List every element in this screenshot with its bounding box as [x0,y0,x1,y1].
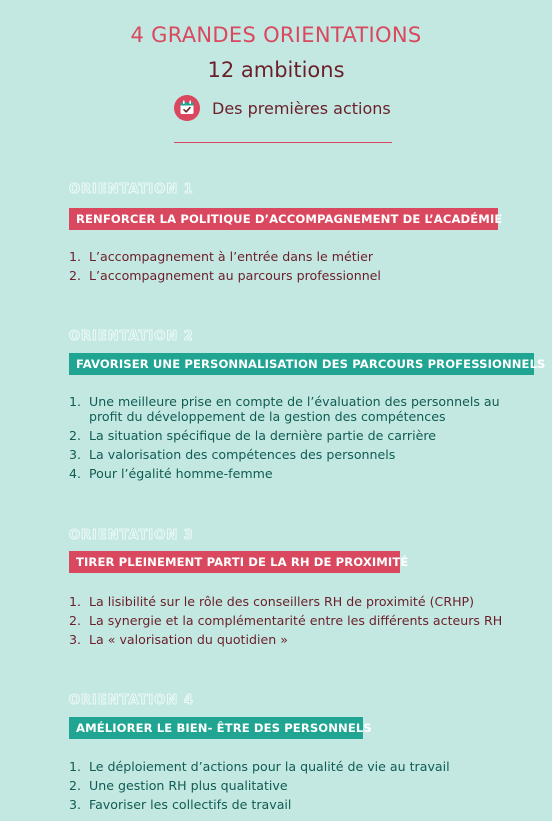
orientation-items [69,392,529,483]
main-title: 4 GRANDES ORIENTATIONS [130,23,422,47]
subtitle: 12 ambitions [207,58,345,82]
orientation-label: ORIENTATION 2 [69,329,194,344]
calendar-check-icon [174,95,200,121]
divider [174,142,392,143]
orientation-label: ORIENTATION 4 [69,693,194,708]
actions-label: Des premières actions [212,98,391,118]
orientation-banner: AMÉLIORER LE BIEN- ÊTRE DES PERSONNELS [69,717,363,739]
orientation-items [69,592,529,649]
orientation-items [69,247,529,285]
list-item: 2. Une gestion RH plus qualitative [69,778,288,793]
list-item: 4. Pour l’égalité homme-femme [69,466,273,481]
list-item: 3. La « valorisation du quotidien » [69,632,288,647]
list-item: 1. Une meilleure prise en compte de l’évaluation des personnels au profit du développement de la gestion des compétences [69,394,500,424]
list-item: 3. Favoriser les collectifs de travail [69,797,292,812]
orientation-banner: FAVORISER UNE PERSONNALISATION DES PARCOURS PROFESSIONNELS [69,353,534,375]
orientation-banner: TIRER PLEINEMENT PARTI DE LA RH DE PROXIMITÉ [69,551,400,573]
orientation-label: ORIENTATION 3 [69,528,194,543]
actions-row [174,94,391,122]
list-item: 1. Le déploiement d’actions pour la qualité de vie au travail [69,759,450,774]
list-item: 3. La valorisation des compétences des personnels [69,447,396,462]
orientation-items [69,757,529,814]
list-item: 2. La situation spécifique de la dernière partie de carrière [69,428,436,443]
list-item: 1. L’accompagnement à l’entrée dans le métier [69,249,374,264]
orientation-label: ORIENTATION 1 [69,182,194,197]
list-item: 2. La synergie et la complémentarité entre les différents acteurs RH [69,613,503,628]
list-item: 2. L’accompagnement au parcours professionnel [69,268,381,283]
list-item: 1. La lisibilité sur le rôle des conseillers RH de proximité (CRHP) [69,594,475,609]
orientation-banner: RENFORCER LA POLITIQUE D’ACCOMPAGNEMENT DE L’ACADÉMIE [69,208,498,230]
